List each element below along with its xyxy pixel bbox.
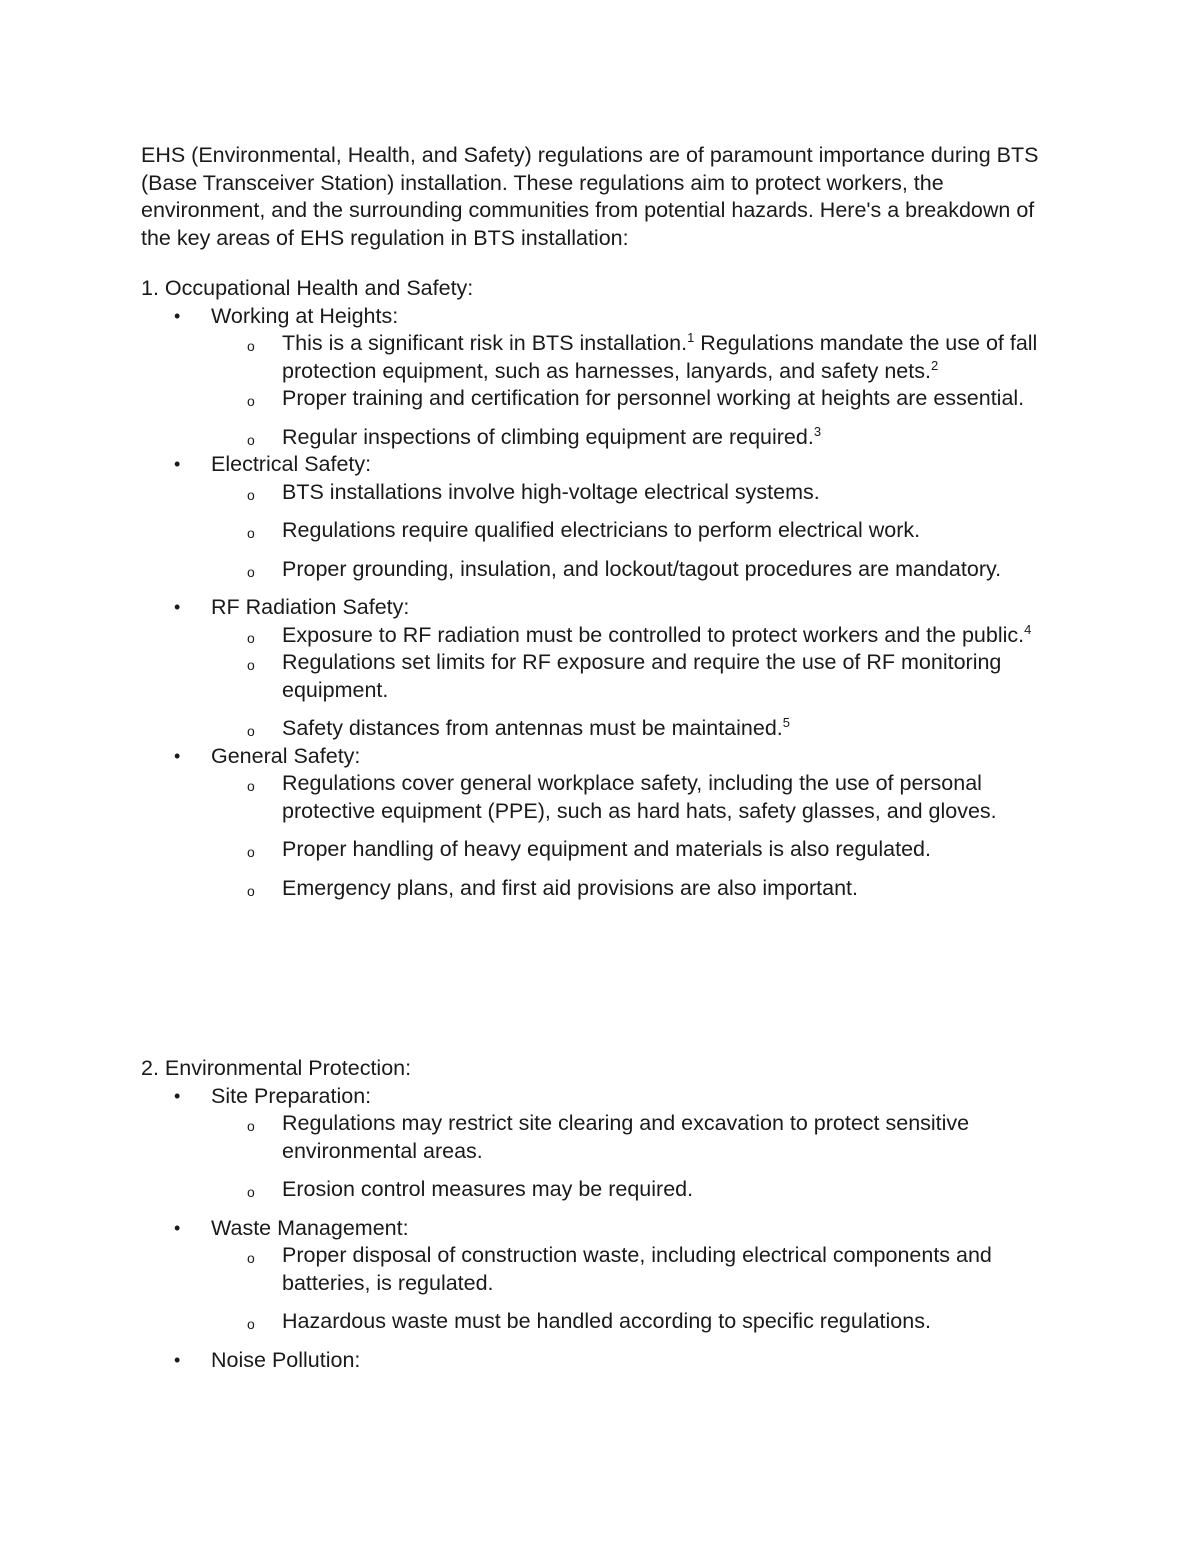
section-title: 2. Environmental Protection: [141, 1056, 412, 1080]
list-item: o Proper training and certification for personnel working at heights are essential. [141, 385, 1052, 413]
sub-bullet-icon: o [247, 657, 255, 673]
list-item: o Emergency plans, and first aid provisions are also important. [141, 875, 1052, 903]
sub-bullet-icon: o [247, 723, 255, 739]
intro-paragraph: EHS (Environmental, Health, and Safety) regulations are of paramount importance during BTS (Base Transceiver Station) installation. These regulations aim to protect workers, the environment, and the surrounding communities from potential hazards. Here's a breakdown of the key areas of EHS regulation in BTS installation: [141, 143, 1039, 250]
list-item: o Proper handling of heavy equipment and materials is also regulated. [141, 836, 1052, 864]
topic-waste-management [141, 1215, 1061, 1336]
list-item: o BTS installations involve high-voltage electrical systems. [141, 479, 1052, 507]
topic-title: Waste Management: [211, 1215, 409, 1240]
list-item: o Safety distances from antennas must be maintained.$^5$ [141, 715, 1052, 743]
sub-bullet-icon: o [247, 778, 255, 794]
section-environmental-protection [141, 1055, 1061, 1374]
bullet-icon: • [174, 454, 181, 474]
topic-site-preparation [141, 1083, 1061, 1204]
bullet-icon: • [174, 745, 181, 766]
list-item: o Proper grounding, insulation, and lockout/tagout procedures are mandatory. [141, 556, 1052, 584]
topic-working-at-heights [141, 303, 1061, 452]
bullet-icon: • [174, 1349, 181, 1370]
bullet-icon: • [174, 1217, 181, 1238]
sub-bullet-icon: o [247, 1316, 255, 1332]
sub-bullet-icon: o [247, 431, 255, 448]
list-item: o Hazardous waste must be handled according to specific regulations. [141, 1308, 1052, 1336]
list-item: o Exposure to RF radiation must be controlled to protect workers and the public.$^4$ [141, 622, 1052, 650]
sub-bullet-icon: o [247, 486, 255, 503]
sub-bullet-icon: o [247, 629, 255, 646]
topic-noise-pollution [141, 1347, 1061, 1375]
list-item: o Regulations require qualified electricians to perform electrical work. [141, 517, 1052, 545]
topic-general-safety [141, 743, 1061, 903]
sub-bullet-icon: o [247, 1250, 255, 1266]
list-item: o Regulations cover general workplace safety, including the use of personal protective equipment (PPE), such as hard hats, safety glasses, and gloves. [247, 771, 997, 823]
footnote-ref: 1 [687, 330, 695, 345]
list-item: o Regular inspections of climbing equipment are required.$^3$ [141, 424, 1052, 452]
sub-bullet-icon: o [247, 525, 255, 541]
list-item: o Regulations may restrict site clearing and excavation to protect sensitive environmental areas. [247, 1111, 970, 1163]
sub-bullet-icon: o [247, 563, 255, 580]
bullet-icon: • [174, 1085, 181, 1106]
list-item: o Proper disposal of construction waste, including electrical components and batteries, is regulated. [247, 1243, 992, 1295]
footnote-ref: 5 [782, 715, 790, 730]
bullet-icon: • [174, 305, 181, 326]
topic-title: General Safety: [211, 743, 361, 768]
bullet-icon: • [174, 597, 181, 617]
list-item: o This is a significant risk in BTS installation.$^1$ Regulations mandate the use of fall protection equipment, such as harnesses, lanyards, and safety nets.$^2$ [247, 330, 1038, 383]
footnote-ref: 4 [1024, 621, 1032, 637]
topic-title: Site Preparation: [211, 1083, 372, 1108]
topic-title: Working at Heights: [211, 303, 399, 328]
sub-bullet-icon: o [247, 1184, 255, 1200]
section-occupational-health [141, 275, 1061, 902]
sub-bullet-icon: o [247, 1118, 255, 1134]
sub-bullet-icon: o [247, 338, 255, 354]
footnote-ref: 3 [813, 423, 822, 439]
sub-bullet-icon: o [247, 844, 255, 860]
topic-title: Electrical Safety: [211, 452, 372, 476]
sub-bullet-icon: o [247, 393, 255, 409]
list-item: o Erosion control measures may be required. [141, 1176, 1052, 1204]
topic-rf-radiation-safety [141, 594, 1061, 743]
topic-electrical-safety [141, 451, 1061, 583]
footnote-ref: 2 [930, 357, 939, 373]
section-title: 1. Occupational Health and Safety: [141, 276, 474, 300]
sub-bullet-icon: o [247, 882, 255, 899]
topic-title: RF Radiation Safety: [211, 595, 410, 619]
topic-title: Noise Pollution: [211, 1347, 361, 1372]
list-item: o Regulations set limits for RF exposure and require the use of RF monitoring equipment. [247, 650, 1002, 702]
